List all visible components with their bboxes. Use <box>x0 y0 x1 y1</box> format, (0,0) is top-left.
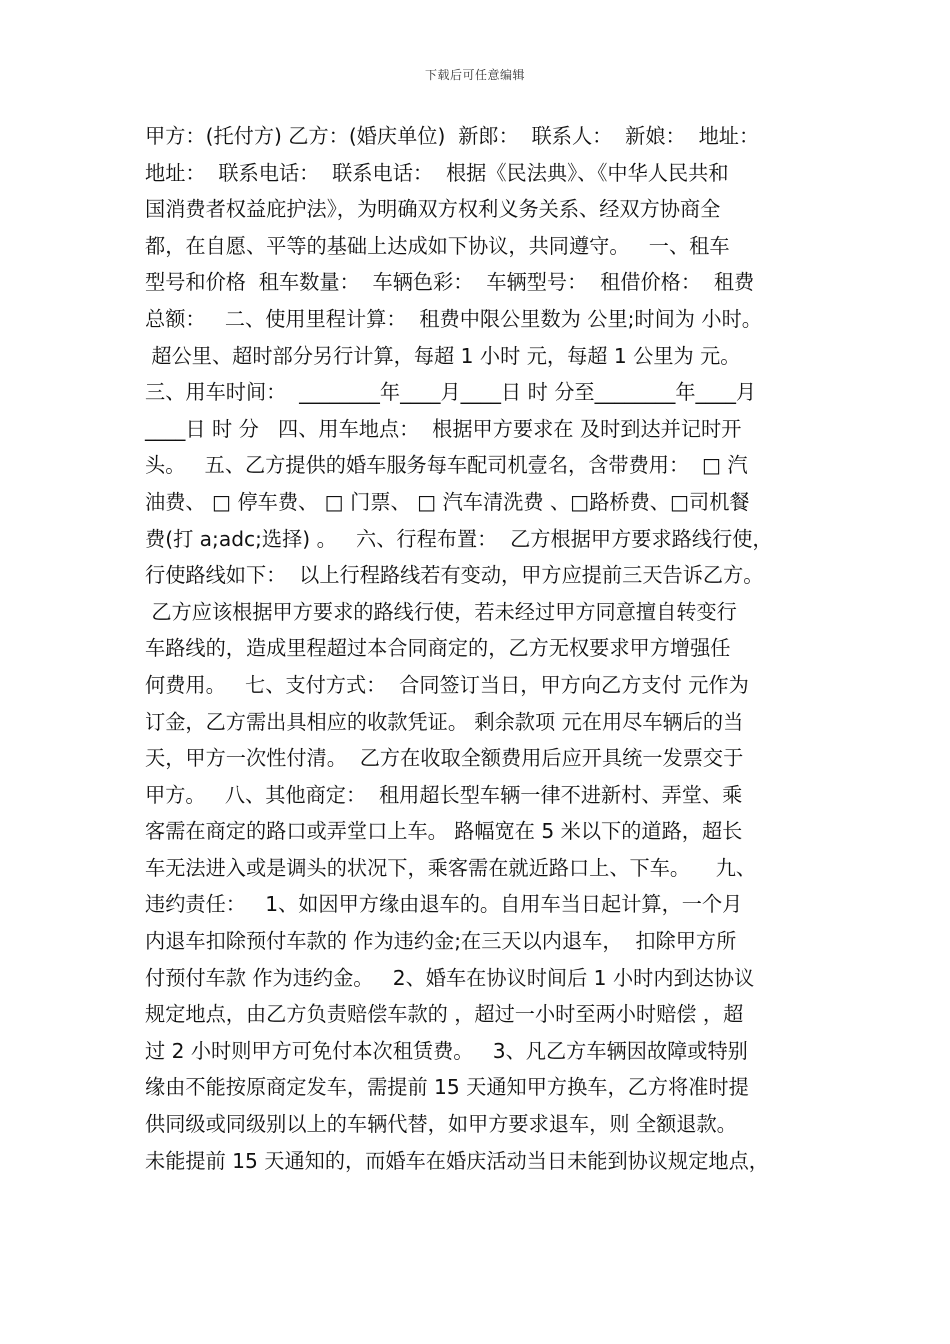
body-line: 行使路线如下： 以上行程路线若有变动，甲方应提前三天告诉乙方。 <box>145 563 764 588</box>
body-line: 过 2 小时则甲方可免付本次租赁费。 3、凡乙方车辆因故障或特别 <box>145 1038 748 1063</box>
body-line: 乙方应该根据甲方要求的路线行使，若未经过甲方同意擅自转变行 <box>145 599 737 624</box>
body-line: 头。 五、乙方提供的婚车服务每车配司机壹名，含带费用： □ 汽 <box>145 453 748 478</box>
body-line: 缘由不能按原商定发车，需提前 15 天通知甲方换车，乙方将准时提 <box>145 1075 749 1100</box>
page-header: 下载后可任意编辑 <box>424 68 525 82</box>
body-line: ____日 时 分 四、用车地点： 根据甲方要求在 及时到达并记时开 <box>145 416 742 441</box>
body-line: 何费用。 七、支付方式： 合同签订当日，甲方向乙方支付 元作为 <box>145 672 749 697</box>
body-line: 油费、 □ 停车费、 □ 门票、 □ 汽车清洗费 、□路桥费、□司机餐 <box>145 489 750 514</box>
body-line: 总额： 二、使用里程计算： 租费中限公里数为 公里;时间为 小时。 <box>145 306 762 331</box>
body-line: 车路线的，造成里程超过本合同商定的，乙方无权要求甲方增强任 <box>145 636 731 661</box>
document-body <box>145 118 807 1179</box>
body-line: 违约责任： 1、如因甲方缘由退车的。自用车当日起计算，一个月 <box>145 892 743 917</box>
body-line: 甲方。 八、其他商定： 租用超长型车辆一律不进新村、弄堂、乘 <box>145 782 743 807</box>
body-line: 供同级或同级别以上的车辆代替，如甲方要求退车，则 全额退款。 <box>145 1112 737 1137</box>
body-line: 甲方：(托付方) 乙方：(婚庆单位) 新郎： 联系人： 新娘： 地址： <box>145 124 760 148</box>
body-line: 未能提前 15 天通知的，而婚车在婚庆活动当日未能到协议规定地点， <box>145 1148 769 1173</box>
body-line: 订金，乙方需出具相应的收款凭证。 剩余款项 元在用尽车辆后的当 <box>145 709 744 734</box>
body-line: 国消费者权益庇护法》，为明确双方权利义务关系、经双方协商全 <box>145 197 721 222</box>
body-line: 型号和价格 租车数量： 车辆色彩： 车辆型号： 租借价格： 租费 <box>145 270 755 295</box>
body-line: 内退车扣除预付车款的 作为违约金;在三天以内退车， 扣除甲方所 <box>145 929 737 954</box>
body-line: 都，在自愿、平等的基础上达成如下协议，共同遵守。 一、租车 <box>145 233 730 258</box>
body-line: 客需在商定的路口或弄堂口上车。 路幅宽在 5 米以下的道路，超长 <box>145 819 743 844</box>
body-line: 车无法进入或是调头的状况下，乘客需在就近路口上、下车。 九、 <box>145 855 757 880</box>
body-line: 付预付车款 作为违约金。 2、婚车在协议时间后 1 小时内到达协议 <box>145 965 755 990</box>
body-line: 天，甲方一次性付清。 乙方在收取全额费用后应开具统一发票交于 <box>145 746 744 771</box>
body-line: 三、用车时间： ________年____月____日 时 分至________年____月 <box>145 380 757 405</box>
body-line: 地址： 联系电话： 联系电话： 根据《民法典》、《中华人民共和 <box>145 160 729 185</box>
body-line: 超公里、超时部分另行计算，每超 1 小时 元，每超 1 公里为 元。 <box>145 343 741 368</box>
body-line: 费(打 a;adc;选择) 。 六、行程布置： 乙方根据甲方要求路线行使， <box>145 526 773 551</box>
body-line: 规定地点，由乙方负责赔偿车款的 ，超过一小时至两小时赔偿 ，超 <box>145 1002 744 1027</box>
